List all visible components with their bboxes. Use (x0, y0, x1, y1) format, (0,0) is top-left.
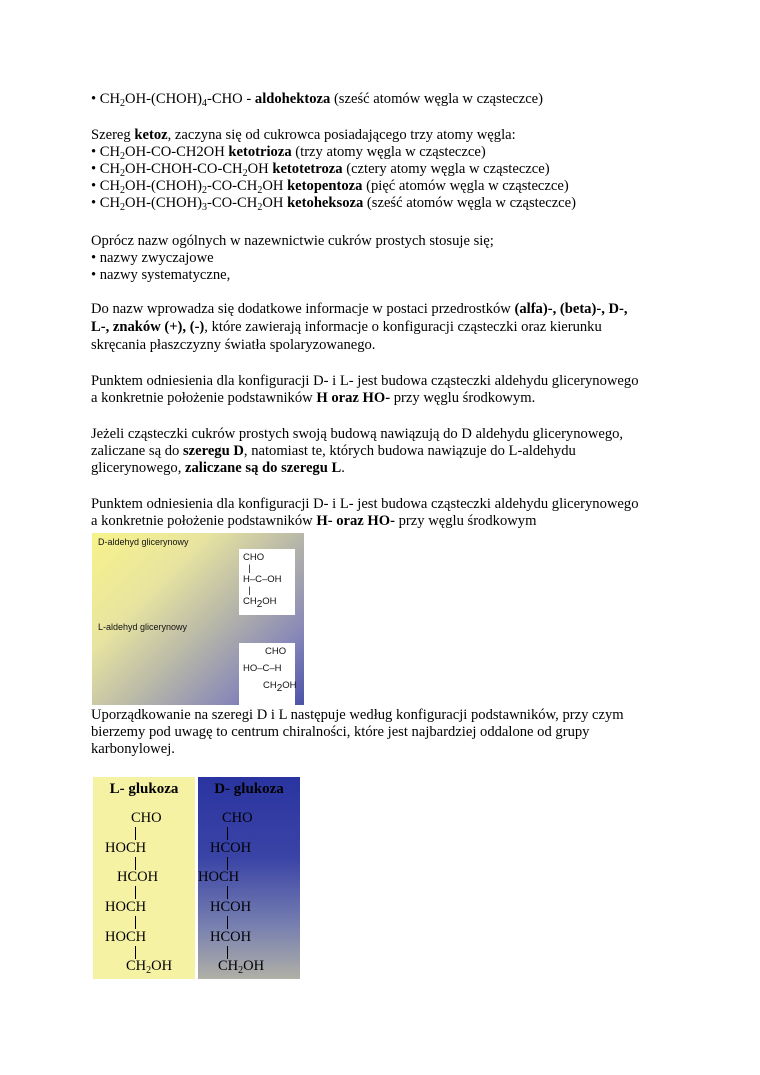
order-paragraph-line1: Uporządkowanie na szeregi D i L następuje według konfiguracji podstawników, przy czym (91, 707, 624, 723)
order-paragraph-line3: karbonylowej. (91, 741, 175, 757)
bullet-ketotriose: • $CH_2OH-CO-CH2OH$ ketotrioza (trzy atomy węgla w cząsteczce) (91, 144, 486, 162)
series-paragraph-line2: zaliczane są do szeregu D, natomiast te, których budowa nawiązuje do L-aldehydu (91, 443, 576, 459)
order-paragraph-line2: bierzemy pod uwagę to centrum chiralności, które jest najbardziej oddalone od grupy (91, 724, 590, 740)
d-formula-row: | (243, 563, 251, 574)
l-formula-row: CHO (265, 646, 287, 657)
l-glucose-title: L- glukoza (109, 781, 179, 797)
d-glucose-row-ch2oh: $CH_2OH$ (218, 958, 265, 976)
d-glucose-row: HCOH (210, 899, 252, 915)
d-glucose-row: HCOH (210, 840, 252, 856)
d-formula-row: H–C–OH (243, 574, 282, 585)
l-glyceraldehyde-formula (239, 643, 295, 705)
series-paragraph-line3: glicerynowego, zaliczane są do szeregu L. (91, 460, 345, 476)
l-glucose-row: HOCH (105, 929, 147, 945)
l-glucose-panel (93, 777, 195, 979)
d-glucose-row: HCOH (210, 929, 252, 945)
l-glucose-row: HOCH (105, 899, 147, 915)
reference-paragraph-line1: Punktem odniesienia dla konfiguracji D- i L- jest budowa cząsteczki aldehydu glicerynowego (91, 373, 639, 389)
d-formula-row: | (243, 585, 251, 596)
d-formula-row: $CH_2OH$ (243, 596, 277, 610)
d-glyceraldehyde-label: D-aldehyd glicerynowy (98, 537, 189, 547)
d-glucose-title: D- glukoza (214, 781, 284, 797)
d-formula-row: CHO (243, 552, 265, 563)
l-glucose-row: HOCH (105, 840, 147, 856)
d-glucose-panel (198, 777, 300, 979)
d-glucose-row: CHO (222, 810, 253, 826)
bullet-ketotetrose: • $CH_2OH-CHOH-CO-CH_2OH$ ketotetroza (cztery atomy węgla w cząsteczce) (91, 161, 550, 179)
bullet-ketohexose: • $CH_2OH-(CHOH)_3-CO-CH_2OH$ ketoheksoza (sześć atomów węgla w cząsteczce) (91, 195, 576, 213)
l-glucose-row-ch2oh: $CH_2OH$ (126, 958, 173, 976)
l-formula-row: $CH_2OH$ (263, 680, 297, 694)
bullet-ketopentose: • $CH_2OH-(CHOH)_2-CO-CH_2OH$ ketopentoza (pięć atomów węgla w cząsteczce) (91, 178, 569, 196)
bullet-aldohexose: • $CH_2OH-(CHOH)_4$-CHO - aldohektoza (sześć atomów węgla w cząsteczce) (91, 91, 544, 109)
ketoses-intro: Szereg ketoz, zaczyna się od cukrowca posiadającego trzy atomy węgla: (91, 127, 516, 143)
glyceraldehyde-figure (92, 533, 304, 705)
l-glyceraldehyde-label: L-aldehyd glicerynowy (98, 622, 188, 632)
prefix-paragraph-line2: L-, znaków (+), (-), które zawierają informacje o konfiguracji cząsteczki oraz kierunku (91, 319, 602, 335)
d-glucose-row: HOCH (198, 869, 240, 885)
prefix-paragraph-line1: Do nazw wprowadza się dodatkowe informacje w postaci przedrostków (alfa)-, (beta)-, D-, (91, 301, 628, 317)
reference2-paragraph-line2: a konkretnie położenie podstawników H- oraz HO- przy węglu środkowym (91, 513, 537, 529)
names-item-common: • nazwy zwyczajowe (91, 250, 214, 266)
prefix-paragraph-line3: skręcania płaszczyzny światła spolaryzowanego. (91, 337, 376, 353)
l-formula-row: HO–C–H (243, 663, 282, 674)
l-glucose-row: CHO (131, 810, 162, 826)
l-glucose-row: HCOH (117, 869, 159, 885)
names-intro: Oprócz nazw ogólnych w nazewnictwie cukrów prostych stosuje się; (91, 233, 494, 249)
reference2-paragraph-line1: Punktem odniesienia dla konfiguracji D- i L- jest budowa cząsteczki aldehydu glicerynowego (91, 496, 639, 512)
reference-paragraph-line2: a konkretnie położenie podstawników H oraz HO- przy węglu środkowym. (91, 390, 536, 406)
names-item-systematic: • nazwy systematyczne, (91, 267, 231, 283)
d-glyceraldehyde-formula (239, 549, 295, 615)
series-paragraph-line1: Jeżeli cząsteczki cukrów prostych swoją budową nawiązują do D aldehydu glicerynowego, (91, 426, 624, 442)
